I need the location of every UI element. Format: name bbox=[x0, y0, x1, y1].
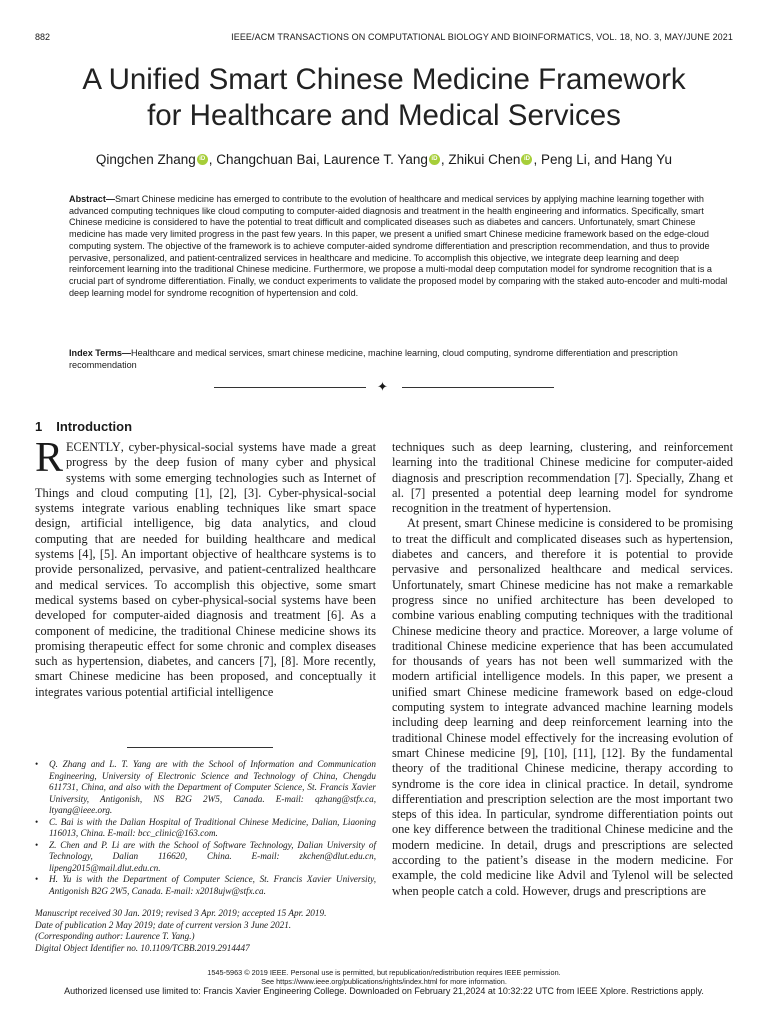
manuscript-info bbox=[35, 908, 376, 954]
footnote-item: • H. Yu is with the Department of Computer Science, St. Francis Xavier University, Antigonish B2G 2W5, Canada. E-mail: x2018ujw@stfx.ca. bbox=[35, 874, 376, 897]
drop-cap: R bbox=[35, 440, 64, 481]
author-list bbox=[0, 152, 768, 167]
first-word-rest: ECENTLY bbox=[66, 440, 121, 454]
manuscript-publication-date: Date of publication 2 May 2019; date of current version 3 June 2021. bbox=[35, 919, 292, 930]
separator-rule-left bbox=[214, 387, 366, 388]
footnotes bbox=[35, 759, 376, 897]
section-number: 1 bbox=[35, 419, 43, 434]
orcid-icon[interactable]: iD bbox=[197, 154, 208, 165]
body-column-right bbox=[392, 440, 733, 960]
abstract bbox=[69, 194, 731, 299]
title-line-2: for Healthcare and Medical Services bbox=[147, 99, 621, 132]
abstract-label: Abstract bbox=[69, 194, 106, 204]
author-zhang: Qingchen Zhang bbox=[95, 152, 196, 167]
orcid-icon[interactable]: iD bbox=[429, 154, 440, 165]
footnote-item: • Q. Zhang and L. T. Yang are with the School of Information and Communication Engineering, University of Electronic Science and Technology of China, Chengdu 611731, China, and also with the Department of Computer Science, St. Francis Xavier University, Antigonish, NS B2G 2W5, Canada. E-mail: qzhang@stfx.ca, ltyang@ieee.org. bbox=[35, 759, 376, 817]
paper-title bbox=[0, 62, 768, 134]
copyright-line-1: 1545-5963 © 2019 IEEE. Personal use is permitted, but republication/redistribution requires IEEE permission. bbox=[207, 968, 561, 977]
abstract-text: Smart Chinese medicine has emerged to contribute to the evolution of healthcare and medical services by applying machine learning together with advanced computing techniques like cloud computing to computer-aided diagnosis and treatment in the health engineering and informatics. Specifically, smart Chinese medicine is considered to have the potential to treat difficult and complicated diseases such as diabetes and cancers. Unfortunately, smart Chinese medicine has made very limited progress in the past few years. In this paper, we present a unified smart Chinese medicine framework based on the edge-cloud computing system. The objective of the framework is to achieve computer-aided syndrome differentiation and prescription recommendation, and thus to provide pervasive, personalized, and patient-centralized services in healthcare and medicine. To accomplish this objective, we integrate deep learning and deep reinforcement learning into the traditional Chinese medicine. Furthermore, we propose a multi-modal deep computation model for syndrome recognition that is a crucial part of syndrome differentiation. Finally, we conduct experiments to validate the proposed model by comparing with the staked auto-encoder and multi-modal deep learning model for syndrome recognition of hypertension and cold. bbox=[69, 194, 728, 298]
author-li-yu: , Peng Li, and Hang Yu bbox=[533, 152, 673, 167]
right-paragraph-2: At present, smart Chinese medicine is considered to be promising to treat the difficult and complicated diseases such as hypertension, diabetes and cancers, and therefore it is potential to provide pervasive and personalized healthcare and medical services. Unfortunately, smart Chinese medicine has not make a remarkable progress since no unified architecture has been developed to combine various enabling computing techniques with the traditional Chinese medicine theory and practice. Moreover, a large volume of traditional Chinese medicine experience that has been accumulated for thousands of years has not been well summarized with the modern artificial intelligence models. In this paper, we present a unified smart Chinese medicine framework based on edge-cloud computing system to integrate advanced machine learning models including deep learning and deep reinforcement learning into the traditional Chinese model effectively for the increasing evolution of smart Chinese medicine [9], [10], [11], [12]. By the fundamental theory of the traditional Chinese medicine, therapy according to syndrome is the core idea in clinical practice. In detail, syndrome differentiation and prescription selection are the most important two steps of this idea. In particular, syndrome differentiation points out one key difference between the traditional Chinese medicine and the modern medicine. In detail, drugs and prescriptions are selected according to the patient’s disease in the modern medicine. For example, the cold medicine like Advil and Tylenol will be selected when people catch a cold. However, drugs and prescriptions are bbox=[392, 516, 733, 898]
title-line-1: A Unified Smart Chinese Medicine Framework bbox=[82, 63, 686, 96]
author-bai-yang: , Changchuan Bai, Laurence T. Yang bbox=[208, 152, 428, 167]
index-terms-dash: — bbox=[121, 348, 131, 358]
section-heading bbox=[35, 419, 132, 434]
author-chen: , Zhikui Chen bbox=[440, 152, 521, 167]
journal-header: IEEE/ACM TRANSACTIONS ON COMPUTATIONAL BIOLOGY AND BIOINFORMATICS, VOL. 18, NO. 3, MAY/JUNE 2021 bbox=[231, 32, 733, 42]
section-separator bbox=[214, 381, 554, 395]
page-number: 882 bbox=[35, 32, 51, 42]
authorized-use-notice: Authorized licensed use limited to: Francis Xavier Engineering College. Downloaded on February 21,2024 at 10:32:22 UTC from IEEE Xplore. Restrictions apply. bbox=[64, 986, 704, 996]
footnote-rule bbox=[127, 747, 273, 748]
orcid-icon[interactable]: iD bbox=[521, 154, 532, 165]
copyright-line-2: See https://www.ieee.org/publications/rights/index.html for more information. bbox=[261, 977, 507, 986]
manuscript-received: Manuscript received 30 Jan. 2019; revised 3 Apr. 2019; accepted 15 Apr. 2019. bbox=[35, 908, 327, 918]
corresponding-author: (Corresponding author: Laurence T. Yang.) bbox=[35, 931, 195, 941]
index-terms-text: Healthcare and medical services, smart chinese medicine, machine learning, cloud computing, syndrome differentiation and prescription recommendation bbox=[69, 348, 678, 370]
doi: Digital Object Identifier no. 10.1109/TCBB.2019.2914447 bbox=[35, 942, 250, 953]
separator-diamond-icon: ✦ bbox=[377, 379, 388, 394]
copyright-notice bbox=[0, 968, 768, 986]
left-column-text: , cyber-physical-social systems have made a great progress by the deep fusion of many cyber and physical systems with some emerging technologies such as Internet of Things and cloud computing [1], [2], [3]. Cyber-physical-social systems integrate various enabling techniques like smart space design, artificial intelligence, big data analytics, and cloud computing that are needed for building healthcare and medical systems [4], [5]. An important objective of healthcare systems is to provide personalized, pervasive, and patient-centralized healthcare and medical services. To accomplish this objective, some smart medical systems based on cyber-physical-social systems have been developed for computer-aided diagnosis and treatment [6]. As a component of medicine, the traditional Chinese medicine shows its promising therapeutic effect for some chronic and complex diseases such as hypertension, diabetes, and cancers [7], [8]. More recently, smart Chinese medicine has been proposed, and conceptually it integrates various potential artificial intelligence bbox=[35, 440, 376, 699]
separator-rule-right bbox=[402, 387, 554, 388]
intro-paragraph-1 bbox=[35, 440, 376, 700]
footnote-item: • Z. Chen and P. Li are with the School of Software Technology, Dalian University of Technology, Dalian 116620, China. E-mail: zkchen@dlut.edu.cn, lipeng2015@mail.dlut.edu.cn. bbox=[35, 840, 376, 875]
abstract-dash: — bbox=[105, 194, 115, 204]
right-paragraph-1: techniques such as deep learning, clustering, and reinforcement learning into the traditional Chinese medicine for computer-aided diagnosis and prescription recommendation [7]. Specially, Zhang et al. [7] presented a potential deep learning model for syndrome recognition in the treatment of hypertension. bbox=[392, 440, 733, 516]
body-column-left bbox=[35, 440, 376, 732]
footnote-item: • C. Bai is with the Dalian Hospital of Traditional Chinese Medicine, Dalian, Liaoning 116013, China. E-mail: bcc_clinic@163.com. bbox=[35, 817, 376, 840]
index-terms-label: Index Terms bbox=[69, 348, 122, 358]
section-title: Introduction bbox=[56, 419, 133, 434]
index-terms bbox=[69, 348, 731, 371]
